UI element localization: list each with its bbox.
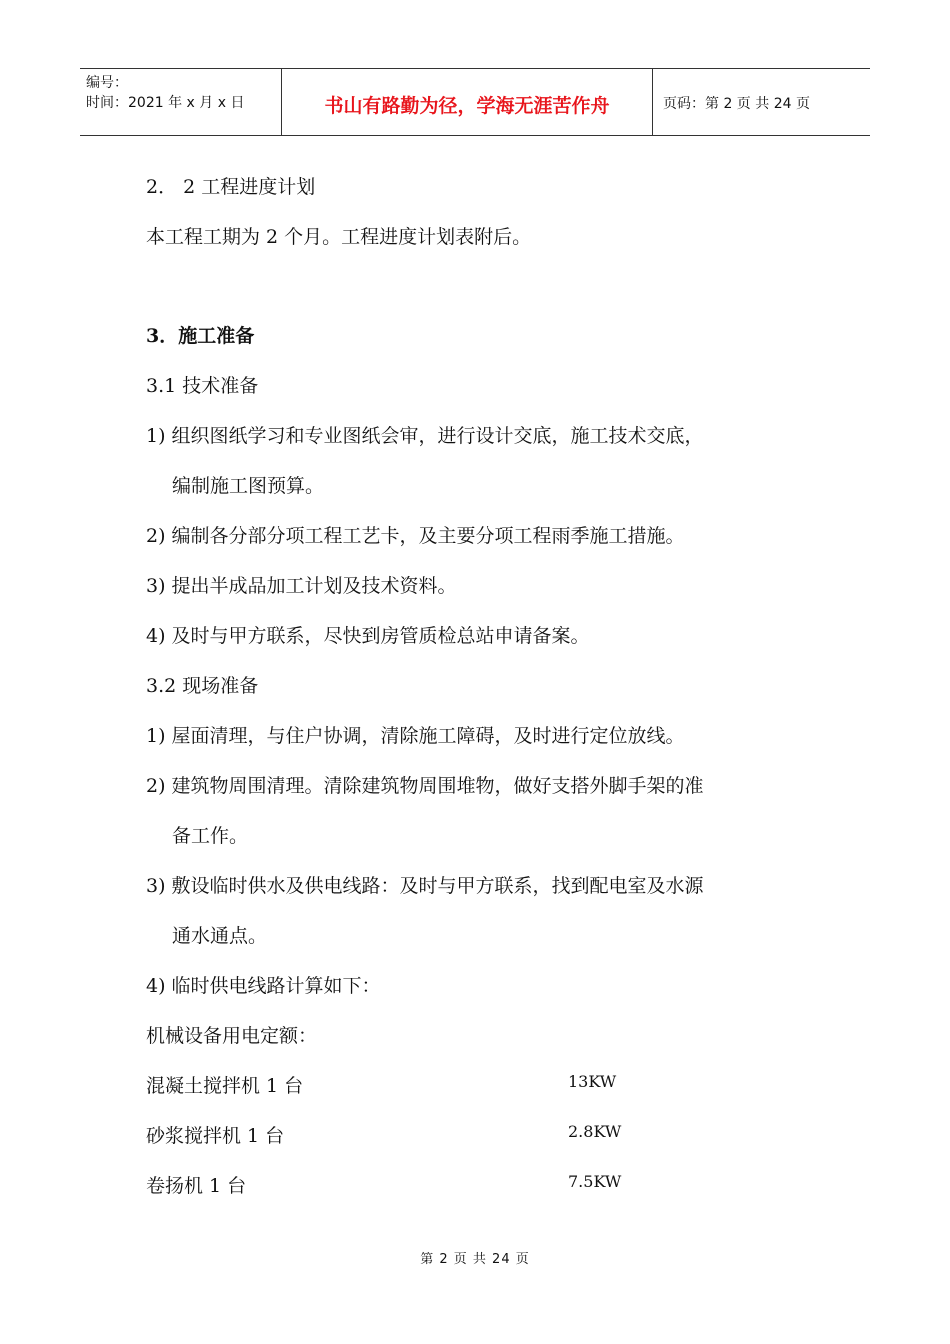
site-item-1: 1) 屋面清理，与住户协调，清除施工障碍，及时进行定位放线。 — [146, 725, 685, 747]
tech-item-1-cont: 编制施工图预算。 — [172, 475, 325, 497]
equipment-power: 2.8KW — [568, 1122, 622, 1141]
tech-item-3: 3) 提出半成品加工计划及技术资料。 — [146, 575, 457, 597]
header-page-info: 页码：第 2 页 共 24 页 — [663, 96, 810, 112]
tech-item-2: 2) 编制各分部分项工程工艺卡，及主要分项工程雨季施工措施。 — [146, 525, 685, 547]
section-3-2-title: 3.2 现场准备 — [146, 675, 259, 697]
site-item-2: 2) 建筑物周围清理。清除建筑物周围堆物，做好支搭外脚手架的准 — [146, 775, 704, 797]
equipment-name: 砂浆搅拌机 1 台 — [146, 1125, 285, 1147]
number-label: 编号： — [86, 75, 128, 91]
section-3-1-title: 3.1 技术准备 — [146, 375, 259, 397]
time-label: 时间：2021 年 x 月 x 日 — [86, 95, 245, 111]
header-left-cell — [80, 69, 282, 135]
page-footer: 第 2 页 共 24 页 — [420, 1252, 530, 1267]
header-motto: 书山有路勤为径，学海无涯苦作舟 — [282, 69, 653, 135]
site-item-3-cont: 通水通点。 — [172, 925, 268, 947]
equipment-heading: 机械设备用电定额： — [146, 1025, 318, 1047]
section-2-2-title: 2． 2 工程进度计划 — [146, 176, 316, 198]
site-item-3: 3) 敷设临时供水及供电线路：及时与甲方联系，找到配电室及水源 — [146, 875, 704, 897]
page-header — [80, 68, 870, 136]
section-3-title: 3．施工准备 — [146, 325, 255, 347]
section-2-2-text: 本工程工期为 2 个月。工程进度计划表附后。 — [146, 226, 532, 248]
site-item-2-cont: 备工作。 — [172, 825, 249, 847]
equipment-name: 混凝土搅拌机 1 台 — [146, 1075, 304, 1097]
equipment-power: 7.5KW — [568, 1172, 622, 1191]
site-item-4: 4) 临时供电线路计算如下： — [146, 975, 381, 997]
tech-item-4: 4) 及时与甲方联系，尽快到房管质检总站申请备案。 — [146, 625, 590, 647]
tech-item-1: 1) 组织图纸学习和专业图纸会审，进行设计交底，施工技术交底， — [146, 425, 704, 447]
equipment-name: 卷扬机 1 台 — [146, 1175, 247, 1197]
equipment-power: 13KW — [568, 1072, 617, 1091]
